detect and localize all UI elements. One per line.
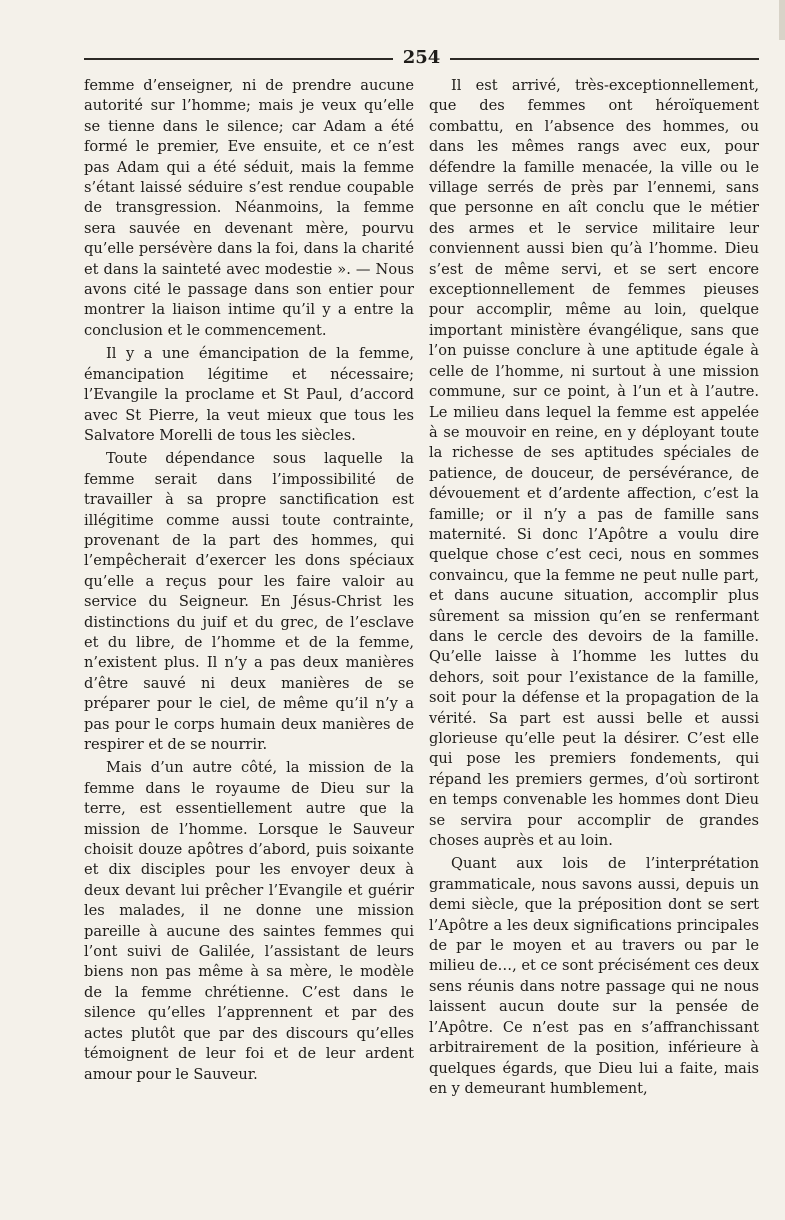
page-edge-shadow xyxy=(779,0,785,40)
paragraph: Toute dépendance sous laquelle la femme serait dans l’impossibilité de travailler à sa propre sanctification est illégitime comme aussi toute contrainte, provenant de la part des hommes, qui l’empêcherait d’exercer les dons spéciaux qu’elle a reçus pour les faire valoir au service du Seigneur. En Jésus-Christ les distinctions du juif et du grec, de l’esclave et du libre, de l’homme et de la femme, n’existent plus. Il n’y a pas deux manières d’être sauvé ni deux manières de se préparer pour le ciel, de même qu’il n’y a pas pour le corps humain deux manières de respirer et de se nourrir. xyxy=(84,450,414,753)
paragraph: femme d’enseigner, ni de prendre aucune autorité sur l’homme; mais je veux qu’elle se tienne dans le silence; car Adam a été formé le premier, Eve ensuite, et ce n’est pas Adam qui a été séduit, mais la femme s’étant laissé séduire s’est rendue coupable de transgression. Néanmoins, la femme sera sauvée en devenant mère, pourvu qu’elle persévère dans la foi, dans la charité et dans la sainteté avec modestie ». — Nous avons cité le passage dans son entier pour montrer la liaison intime qu’il y a entre la conclusion et le commencement. xyxy=(84,77,414,339)
page-header xyxy=(84,44,759,70)
paragraph: Il est arrivé, très-exceptionnellement, que des femmes ont héroïquement combattu, en l’absence des hommes, ou dans les mêmes rangs avec eux, pour défendre la famille menacée, la ville ou le village serrés de près par l’ennemi, sans que personne en aît conclu que le métier des armes et le service militaire leur conviennent aussi bien qu’à l’homme. Dieu s’est de même servi, et se sert encore exceptionnellement de femmes pieuses pour accomplir, même au loin, quelque important ministère évangélique, sans que l’on puisse conclure à une aptitude égale à celle de l’homme, ni surtout à une mission commune, sur ce point, à l’un et à l’autre. Le milieu dans lequel la femme est appelée à se mouvoir en reine, en y déployant toute la richesse de ses aptitudes spéciales de patience, de douceur, de persévérance, de dévouement et d’ardente affection, c’est la famille; or il n’y a pas de famille sans maternité. Si donc l’Apôtre a voulu dire quelque chose c’est ceci, nous en sommes convaincu, que la femme ne peut nulle part, et dans aucune situation, accomplir plus sûrement sa mission qu’en se renfermant dans le cercle des devoirs de la famille. Qu’elle laisse à l’homme les luttes du dehors, soit pour l’existance de la famille, soit pour la défense et la propagation de la vérité. Sa part est aussi belle et aussi glorieuse qu’elle peut la désirer. C’est elle qui pose les premiers fondements, qui répand les premiers germes, d’où sortiront en temps convenable les hommes dont Dieu se servira pour accomplir de grandes choses auprès et au loin. xyxy=(429,77,759,850)
paragraph: Mais d’un autre côté, la mission de la femme dans le royaume de Dieu sur la terre, est essentiellement autre que la mission de l’homme. Lorsque le Sauveur choisit douze apôtres d’abord, puis soixante et dix disciples pour les envoyer deux à deux devant lui prêcher l’Evangile et guérir les malades, il ne donne une mission pareille à aucune des saintes femmes qui l’ont suivi de Galilée, l’assistant de leurs biens non pas même à sa mère, le modèle de la femme chrétienne. C’est dans le silence qu’elles l’apprennent et par des actes plutôt que par des discours qu’elles témoignent de leur foi et de leur ardent amour pour le Sauveur. xyxy=(84,759,414,1083)
left-column xyxy=(84,76,414,1099)
paragraph: Il y a une émancipation de la femme, émancipation légitime et nécessaire; l’Evangile la proclame et St Paul, d’accord avec St Pierre, la veut mieux que tous les Salvatore Morelli de tous les siècles. xyxy=(84,345,414,444)
page-number: 254 xyxy=(402,46,441,68)
header-rule-right xyxy=(450,58,759,60)
right-column xyxy=(429,76,759,1099)
paragraph: Quant aux lois de l’interprétation grammaticale, nous savons aussi, depuis un demi siècle, que la préposition dont se sert l’Apôtre a les deux significations principales de par le moyen et au travers ou par le milieu de…, et ce sont précisément ces deux sens réunis dans notre passage qui ne nous laissent aucun doute sur la pensée de l’Apôtre. Ce n’est pas en s’affranchissant arbitrairement de la position, inférieure à quelques égards, que Dieu lui a faite, mais en y demeurant humblement, xyxy=(429,855,759,1097)
header-rule-left xyxy=(84,58,393,60)
text-columns xyxy=(84,76,759,1099)
